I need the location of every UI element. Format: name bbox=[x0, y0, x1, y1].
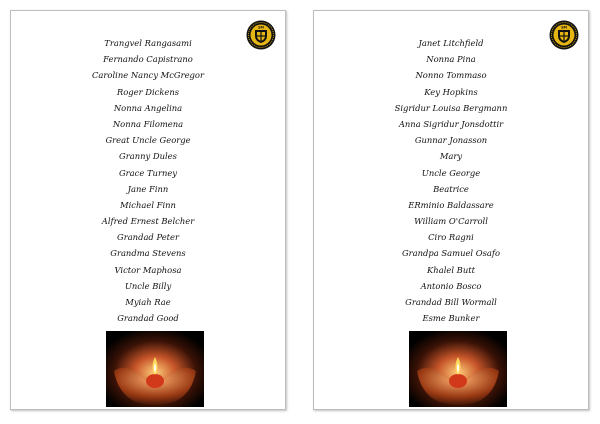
list-item: Nonno Tommaso bbox=[415, 70, 487, 81]
emblem-monogram: SM bbox=[258, 25, 264, 30]
list-item: Trangvel Rangasami bbox=[104, 38, 192, 48]
list-item: Uncle Billy bbox=[124, 280, 172, 291]
list-item: Grandad Good bbox=[117, 313, 179, 324]
candle-in-hands-image bbox=[106, 331, 204, 407]
list-item: Ciro Ragni bbox=[428, 232, 474, 243]
list-item: Khalel Butt bbox=[427, 264, 475, 275]
list-item: Uncle George bbox=[421, 167, 481, 178]
list-item: Nonna Angelina bbox=[113, 102, 183, 113]
list-item: Beatrice bbox=[433, 183, 469, 194]
list-item: Granny Dules bbox=[119, 151, 177, 162]
list-item: Jane Finn bbox=[127, 183, 169, 194]
list-item: Alfred Ernest Belcher bbox=[101, 216, 195, 227]
list-item: Janet Litchfield bbox=[418, 38, 484, 48]
list-item: Grandma Stevens bbox=[110, 248, 186, 259]
list-item: Fernando Capistrano bbox=[103, 54, 193, 65]
list-item: Grandpa Samuel Osafo bbox=[401, 248, 501, 259]
list-item: ERminio Baldassare bbox=[408, 199, 494, 210]
list-item: Antonio Bosco bbox=[420, 280, 482, 291]
list-item: Esme Bunker bbox=[422, 313, 480, 324]
list-item: Gunnar Jonasson bbox=[414, 135, 488, 146]
list-item: Great Uncle George bbox=[105, 135, 191, 146]
list-item: Caroline Nancy McGregor bbox=[92, 70, 204, 81]
list-item: Grandad Bill Wormall bbox=[405, 297, 497, 307]
list-item: Grace Turney bbox=[118, 167, 178, 178]
names-list bbox=[11, 35, 285, 326]
left-page bbox=[10, 10, 286, 410]
emblem-monogram: SM bbox=[561, 25, 567, 30]
list-item: Sigridur Louisa Bergmann bbox=[394, 102, 508, 113]
list-item: Key Hopkins bbox=[424, 86, 478, 97]
list-item: Nonna Filomena bbox=[112, 118, 184, 129]
list-item: Grandad Peter bbox=[117, 232, 179, 243]
list-item: Myiah Rae bbox=[125, 297, 171, 307]
list-item: Victor Maphosa bbox=[114, 264, 182, 275]
names-list bbox=[314, 35, 588, 326]
list-item: Nonna Pina bbox=[426, 54, 476, 65]
list-item: Roger Dickens bbox=[116, 86, 180, 97]
right-page bbox=[313, 10, 589, 410]
list-item: Mary bbox=[439, 151, 463, 162]
candle-in-hands-image bbox=[409, 331, 507, 407]
list-item: Michael Finn bbox=[120, 199, 176, 210]
list-item: William O'Carroll bbox=[414, 216, 488, 227]
list-item: Anna Sigridur Jonsdottir bbox=[398, 118, 504, 129]
